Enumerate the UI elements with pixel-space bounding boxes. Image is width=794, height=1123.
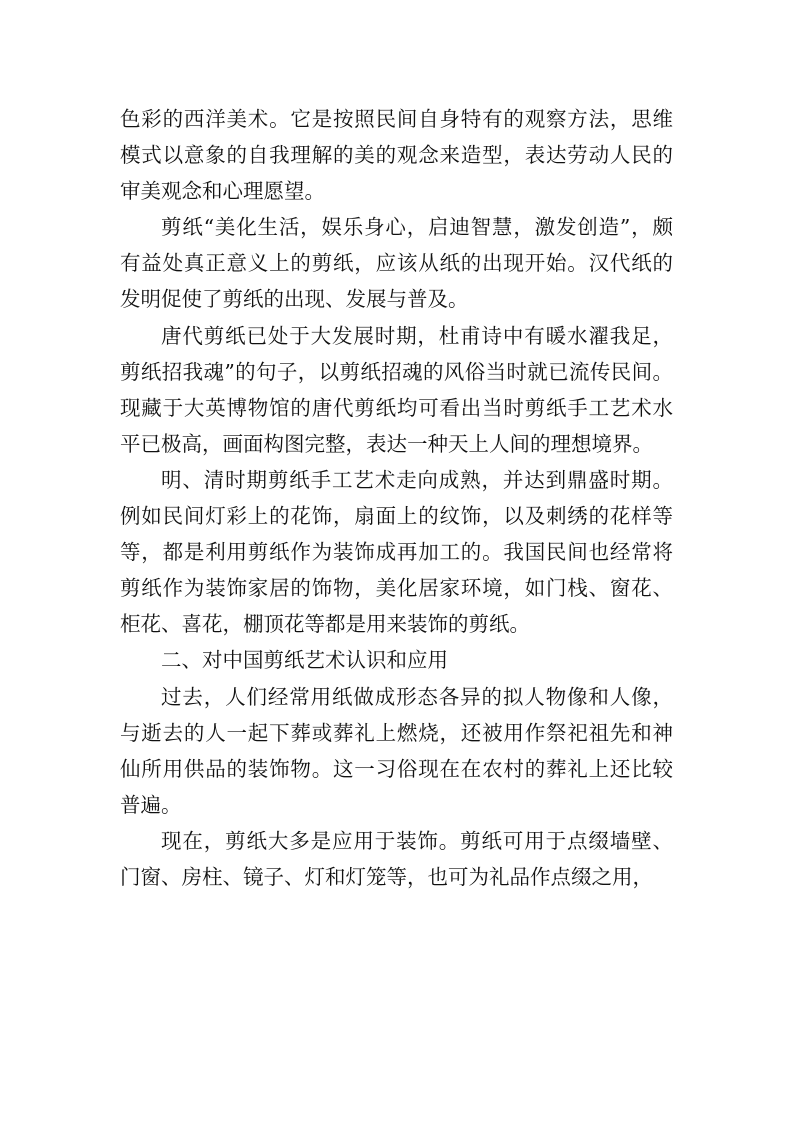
paragraph-ming-qing: 明、清时期剪纸手工艺术走向成熟，并达到鼎盛时期。例如民间灯彩上的花饰，扇面上的纹饰，以及刺绣的花样等等，都是利用剪纸作为装饰成再加工的。我国民间也经常将剪纸作为装饰家居的饰物，美化居家环境，如门栈、窗花、柜花、喜花，棚顶花等都是用来装饰的剪纸。: [120, 467, 673, 637]
paragraph-continuation: 色彩的西洋美术。它是按照民间自身特有的观察方法，思维模式以意象的自我理解的美的观念来造型，表达劳动人民的审美观念和心理愿望。: [120, 107, 673, 204]
paragraph-tang-dynasty: 唐代剪纸已处于大发展时期，杜甫诗中有暖水濯我足，剪纸招我魂”的句子，以剪纸招魂的风俗当时就已流传民间。现藏于大英博物馆的唐代剪纸均可看出当时剪纸手工艺术水平已极高，画面构图完整，表达一种天上人间的理想境界。: [120, 323, 673, 456]
paragraph-present-usage: 现在，剪纸大多是应用于装饰。剪纸可用于点缀墙壁、门窗、房柱、镜子、灯和灯笼等，也可为礼品作点缀之用，: [120, 828, 673, 889]
paragraph-past-usage: 过去，人们经常用纸做成形态各异的拟人物像和人像，与逝去的人一起下葬或葬礼上燃烧，还被用作祭祀祖先和神仙所用供品的装饰物。这一习俗现在在农村的葬礼上还比较普遍。: [120, 684, 673, 817]
document-body: [120, 101, 673, 895]
paragraph-papercut-benefits: 剪纸“美化生活，娱乐身心，启迪智慧，激发创造”，颇有益处真正意义上的剪纸，应该从纸的出现开始。汉代纸的发明促使了剪纸的出现、发展与普及。: [120, 215, 673, 312]
section-heading: 二、对中国剪纸艺术认识和应用: [161, 648, 448, 673]
